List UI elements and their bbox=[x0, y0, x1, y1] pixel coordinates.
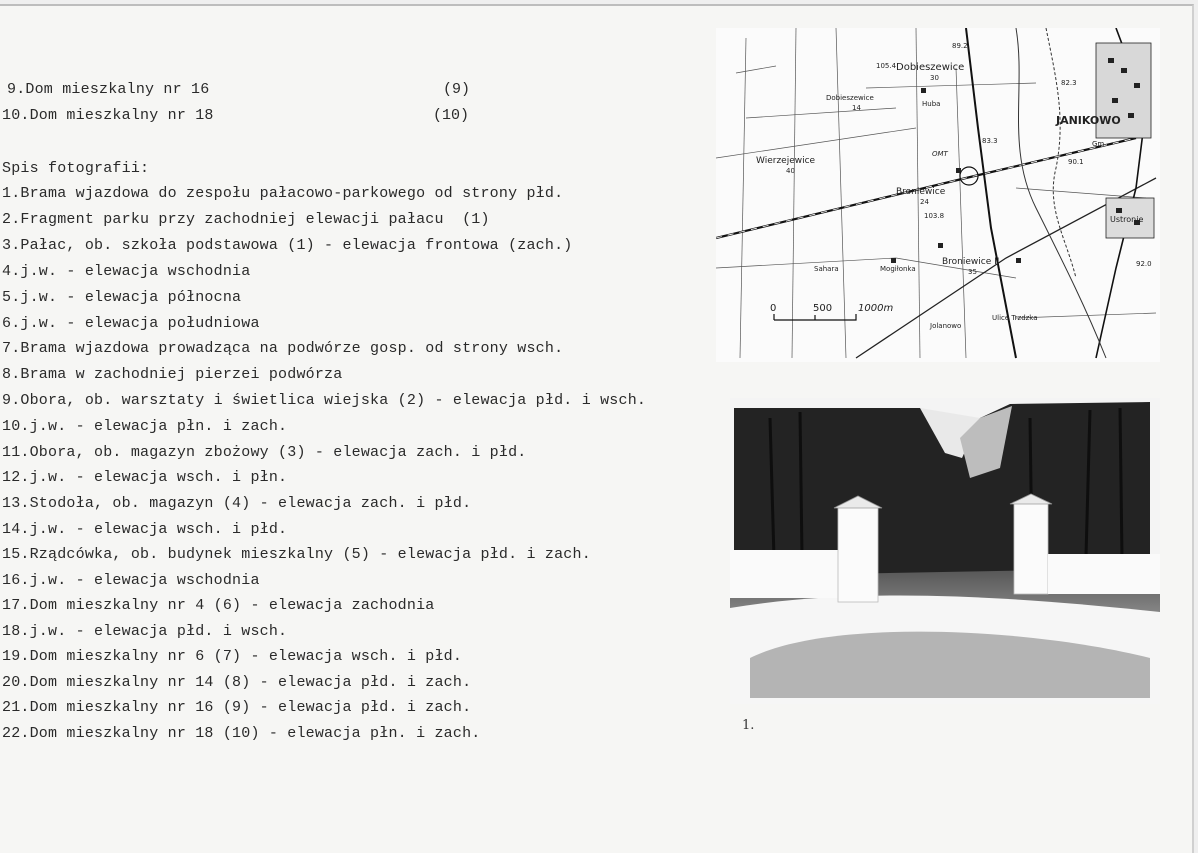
map-number: 90.1 bbox=[1068, 158, 1084, 166]
list-item: 16.j.w. - elewacja wschodnia bbox=[2, 572, 260, 589]
list-item: 15.Rządcówka, ob. budynek mieszkalny (5) - elewacja płd. i zach. bbox=[2, 546, 591, 563]
list-item: 12.j.w. - elewacja wsch. i płn. bbox=[2, 469, 288, 486]
gate-photograph bbox=[730, 398, 1160, 704]
map-symbol-label: Gm bbox=[1092, 140, 1105, 148]
map-number: 89.2 bbox=[952, 42, 968, 50]
list-item: 21.Dom mieszkalny nr 16 (9) - elewacja płd. i zach. bbox=[2, 699, 472, 716]
list-item: 11.Obora, ob. magazyn zbożowy (3) - elewacja zach. i płd. bbox=[2, 444, 527, 461]
scale-label: 500 bbox=[813, 303, 833, 314]
list-heading: Spis fotografii: bbox=[2, 160, 150, 177]
list-item: 1.Brama wjazdowa do zespołu pałacowo-parkowego od strony płd. bbox=[2, 185, 564, 202]
location-map bbox=[716, 28, 1160, 362]
map-label: Ustronie bbox=[1110, 215, 1144, 224]
map-label: Ulice Trzdzka bbox=[992, 314, 1038, 322]
map-number: 92.0 bbox=[1136, 260, 1152, 268]
map-number: 24 bbox=[920, 198, 929, 206]
list-item: 20.Dom mieszkalny nr 14 (8) - elewacja płd. i zach. bbox=[2, 674, 472, 691]
list-item: 17.Dom mieszkalny nr 4 (6) - elewacja zachodnia bbox=[2, 597, 435, 614]
text-line: 10.Dom mieszkalny nr 18 bbox=[2, 107, 214, 124]
list-item: 5.j.w. - elewacja północna bbox=[2, 289, 242, 306]
map-label: Mogiłonka bbox=[880, 265, 916, 273]
figure-ref: (10) bbox=[433, 107, 470, 124]
photo-caption: 1. bbox=[742, 718, 755, 733]
map-label: Wierzejewice bbox=[756, 156, 816, 166]
map-number: 30 bbox=[930, 74, 939, 82]
list-item: 3.Pałac, ob. szkoła podstawowa (1) - elewacja frontowa (zach.) bbox=[2, 237, 573, 254]
list-item: 6.j.w. - elewacja południowa bbox=[2, 315, 260, 332]
document-page bbox=[0, 4, 1194, 853]
map-number: 83.3 bbox=[982, 137, 998, 145]
list-item: 8.Brama w zachodniej pierzei podwórza bbox=[2, 366, 343, 383]
list-item: 14.j.w. - elewacja wsch. i płd. bbox=[2, 521, 288, 538]
map-label: Broniewice II bbox=[942, 257, 1000, 267]
list-item: 13.Stodoła, ob. magazyn (4) - elewacja zach. i płd. bbox=[2, 495, 472, 512]
list-item: 4.j.w. - elewacja wschodnia bbox=[2, 263, 251, 280]
map-number: 103.8 bbox=[924, 212, 945, 220]
map-label: Jolanowo bbox=[930, 322, 962, 330]
list-item: 10.j.w. - elewacja płn. i zach. bbox=[2, 418, 288, 435]
map-number: 82.3 bbox=[1061, 79, 1077, 87]
figure-ref: (9) bbox=[443, 81, 471, 98]
text-line: 9.Dom mieszkalny nr 16 bbox=[7, 81, 210, 98]
list-item: 19.Dom mieszkalny nr 6 (7) - elewacja wsch. i płd. bbox=[2, 648, 463, 665]
scale-label: 1000m bbox=[858, 303, 894, 314]
photo-drawing bbox=[730, 398, 1160, 704]
map-label: Dobieszewice bbox=[826, 94, 874, 102]
map-label: JANIKOWO bbox=[1056, 114, 1121, 127]
map-number: 35 bbox=[968, 268, 977, 276]
list-item: 2.Fragment parku przy zachodniej elewacji pałacu (1) bbox=[2, 211, 490, 228]
map-number: 105.4 bbox=[876, 62, 897, 70]
list-item: 7.Brama wjazdowa prowadząca na podwórze gosp. od strony wsch. bbox=[2, 340, 564, 357]
map-number: 40 bbox=[786, 167, 795, 175]
list-item: 22.Dom mieszkalny nr 18 (10) - elewacja płn. i zach. bbox=[2, 725, 481, 742]
map-label: Dobieszewice bbox=[896, 62, 965, 73]
map-symbol-label: OMT bbox=[932, 150, 948, 158]
map-drawing bbox=[716, 28, 1160, 362]
map-label: Broniewice bbox=[896, 187, 946, 197]
list-item: 9.Obora, ob. warsztaty i świetlica wiejska (2) - elewacja płd. i wsch. bbox=[2, 392, 647, 409]
list-item: 18.j.w. - elewacja płd. i wsch. bbox=[2, 623, 288, 640]
map-number: 14 bbox=[852, 104, 861, 112]
map-label: Sahara bbox=[814, 265, 839, 273]
map-label: Huba bbox=[922, 100, 941, 108]
scale-label: 0 bbox=[770, 303, 777, 314]
